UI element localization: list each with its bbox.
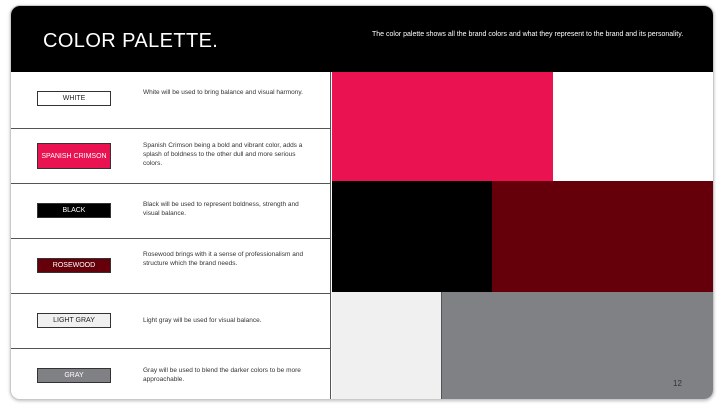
color-description-black: Black will be used to represent boldness, strength and visual balance. [143, 201, 299, 217]
header-bar [11, 6, 713, 72]
color-row-rosewood [11, 239, 331, 294]
intro-text: The color palette shows all the brand colors and what they represent to the brand and its personality. [372, 31, 684, 38]
color-block-spanish-crimson [332, 72, 553, 181]
color-row-black [11, 184, 331, 239]
swatch-label-light-gray: LIGHT GRAY [37, 313, 111, 328]
swatch-label-rosewood: ROSEWOOD [37, 258, 111, 273]
color-row-spanish-crimson [11, 129, 331, 184]
color-row-white [11, 72, 331, 129]
page-title: COLOR PALETTE. [43, 30, 219, 52]
color-row-gray [11, 349, 331, 399]
color-description-light-gray: Light gray will be used for visual balance. [143, 317, 262, 324]
color-blocks-grid [332, 72, 713, 399]
swatch-label-spanish-crimson: SPANISH CRIMSON [37, 143, 111, 169]
color-block-light-gray [332, 292, 442, 399]
swatch-label-gray: GRAY [37, 368, 111, 383]
color-list [11, 72, 331, 399]
slide [10, 5, 714, 400]
color-description-rosewood: Rosewood brings with it a sense of professionalism and structure which the brand needs. [143, 251, 304, 267]
page-number: 12 [673, 379, 682, 388]
color-block-rosewood [492, 181, 713, 292]
color-row-light-gray [11, 294, 331, 349]
color-description-gray: Gray will be used to blend the darker colors to be more approachable. [143, 367, 301, 383]
color-block-black [332, 181, 492, 292]
color-description-white: White will be used to bring balance and visual harmony. [143, 89, 303, 96]
color-block-white [553, 72, 713, 181]
swatch-label-black: BLACK [37, 203, 111, 218]
swatch-label-white: WHITE [37, 91, 111, 106]
color-description-spanish-crimson: Spanish Crimson being a bold and vibrant color, adds a splash of boldness to the other dull and more serious colors. [143, 142, 303, 167]
